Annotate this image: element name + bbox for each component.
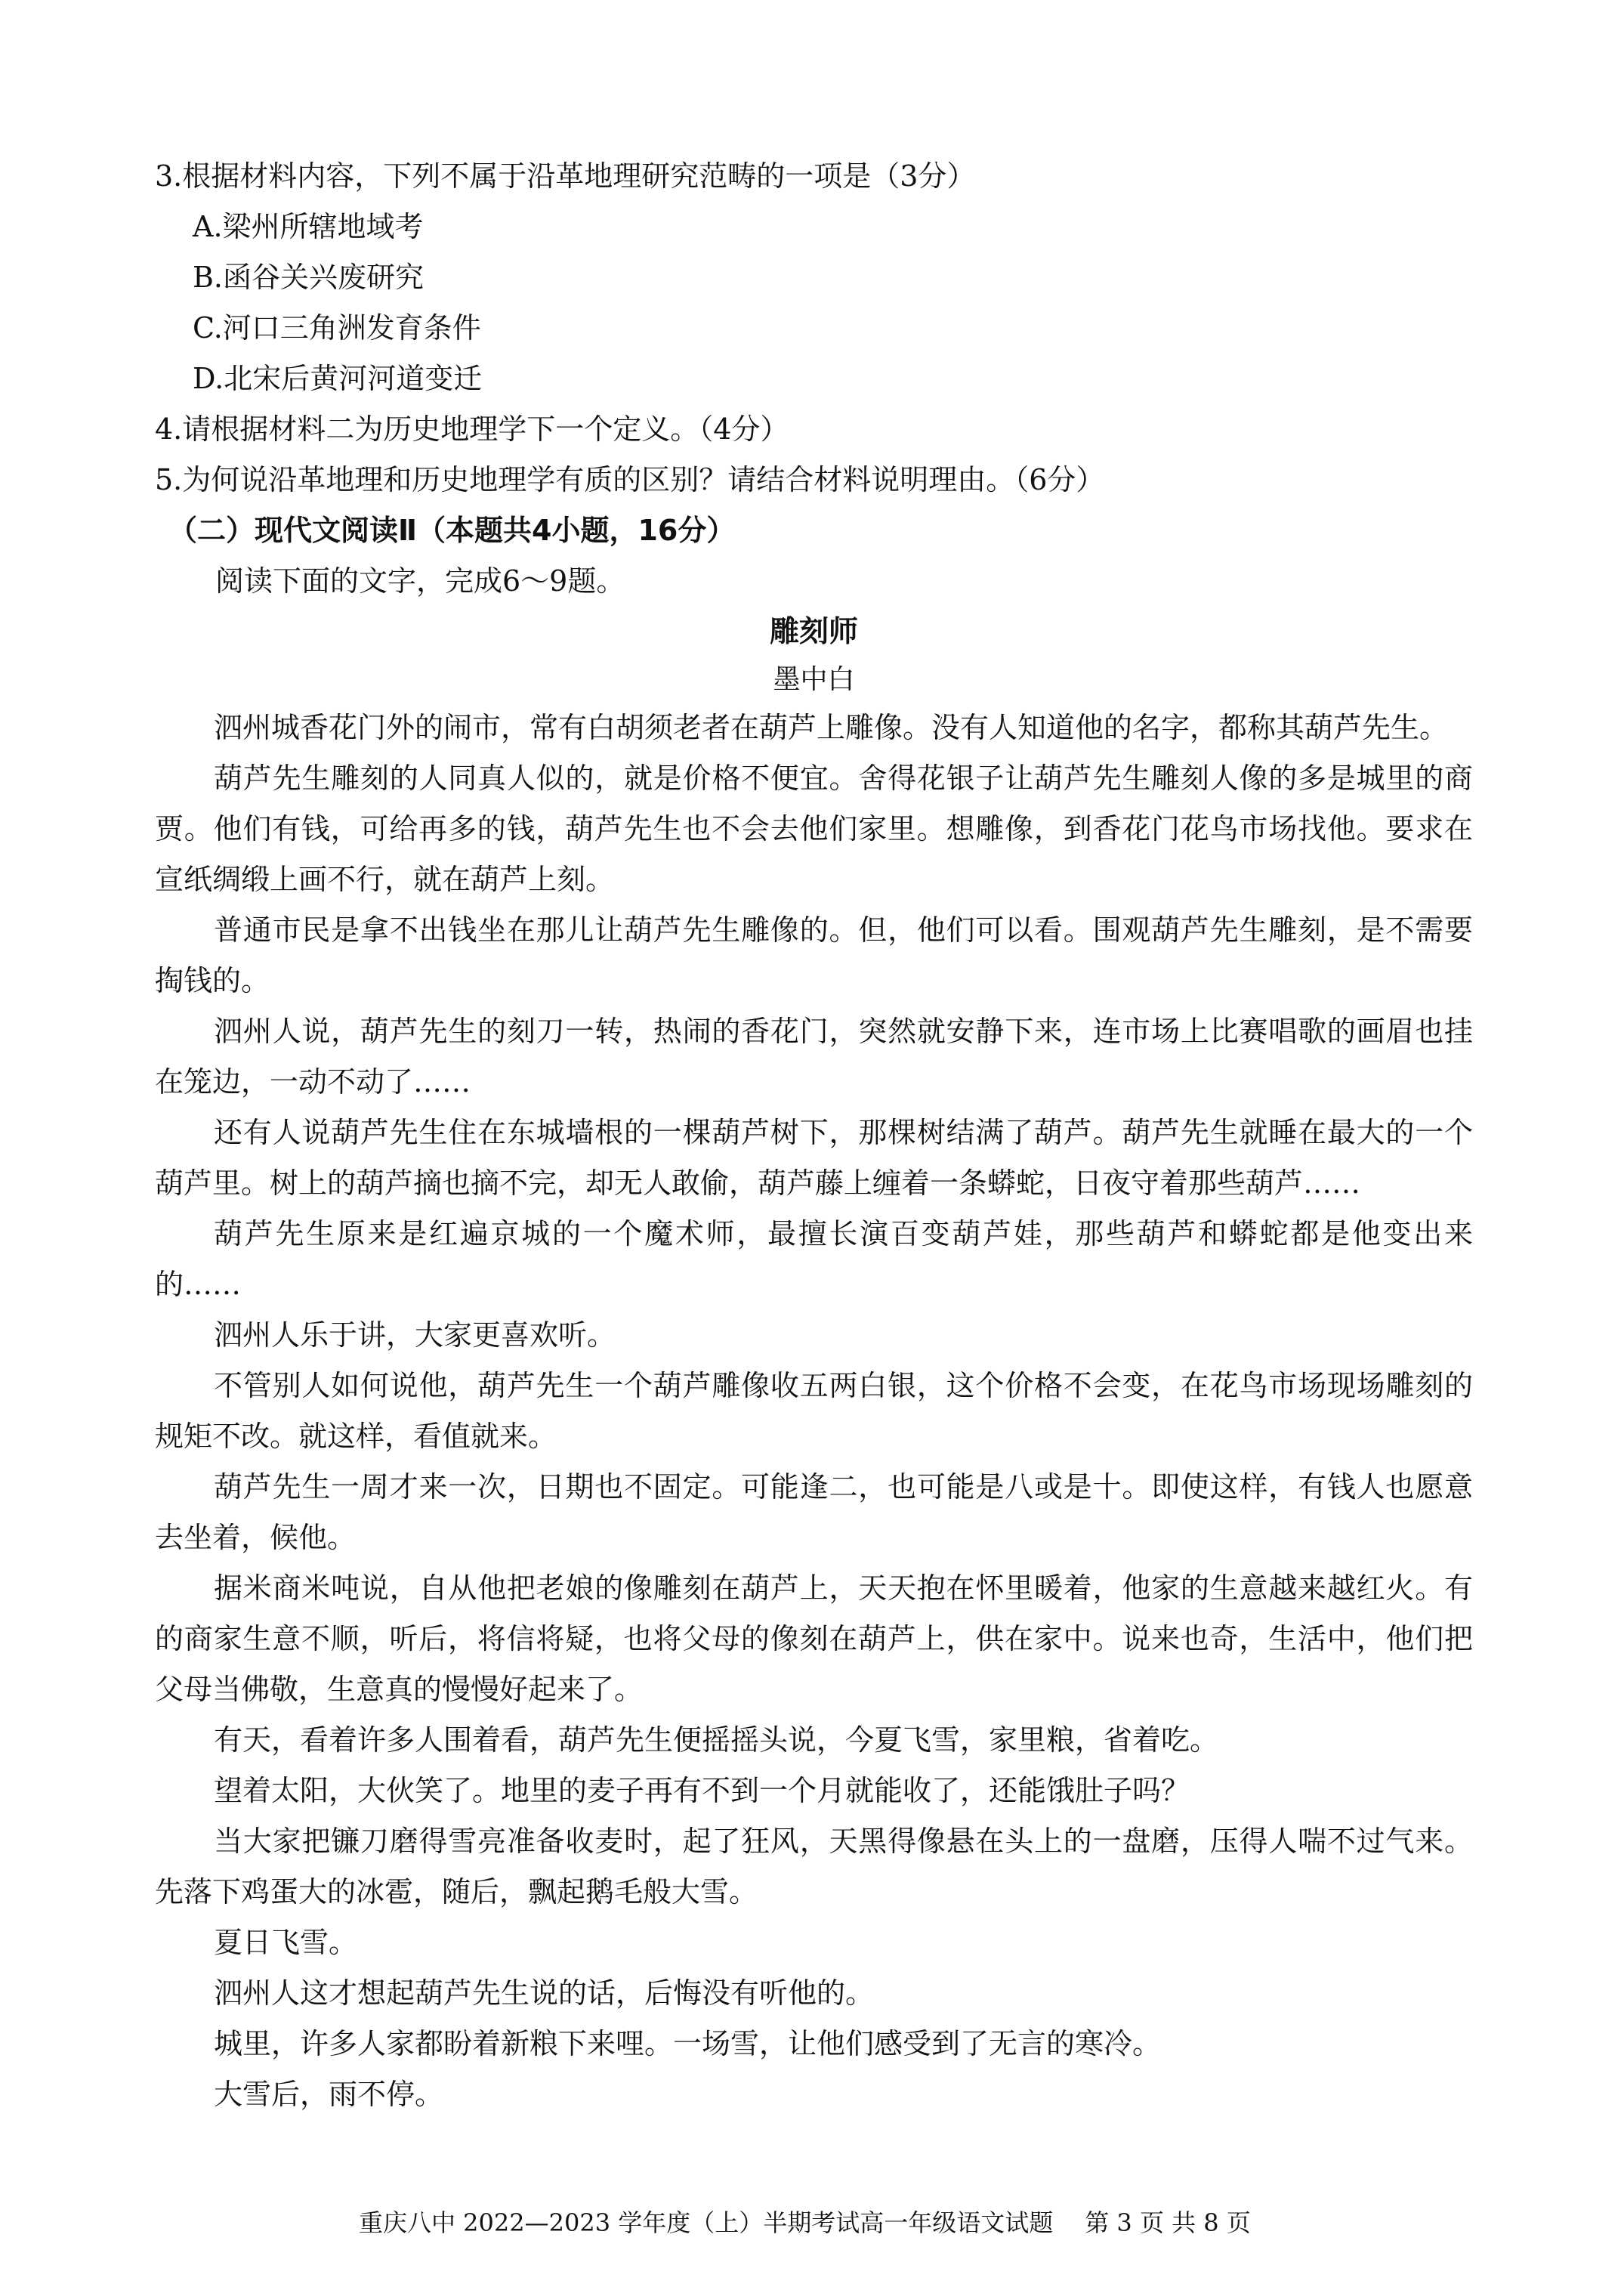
- article-paragraph: 普通市民是拿不出钱坐在那儿让葫芦先生雕像的。但，他们可以看。围观葫芦先生雕刻，是不需要掏钱的。: [155, 913, 1473, 997]
- question-3: 3.根据材料内容，下列不属于沿革地理研究范畴的一项是（3分）: [155, 159, 976, 193]
- article-paragraph: 泗州人说，葫芦先生的刻刀一转，热闹的香花门，突然就安静下来，连市场上比赛唱歌的画眉也挂在笼边，一动不动了……: [155, 1015, 1473, 1099]
- article-paragraph: 有天，看着许多人围着看，葫芦先生便摇摇头说，今夏飞雪，家里粮，省着吃。: [214, 1723, 1219, 1757]
- question-5: 5.为何说沿革地理和历史地理学有质的区别？请结合材料说明理由。（6分）: [155, 463, 1105, 496]
- option-b: B.函谷关兴废研究: [193, 261, 425, 294]
- section-heading: （二）现代文阅读Ⅱ（本题共4小题，16分）: [168, 514, 736, 547]
- article-author: 墨中白: [773, 664, 855, 695]
- option-d: D.北宋后黄河河道变迁: [193, 362, 483, 395]
- article-paragraph: 葫芦先生原来是红遍京城的一个魔术师，最擅长演百变葫芦娃，那些葫芦和蟒蛇都是他变出来的……: [155, 1217, 1473, 1301]
- article-paragraph: 不管别人如何说他，葫芦先生一个葫芦雕像收五两白银，这个价格不会变，在花鸟市场现场雕刻的规矩不改。就这样，看值就来。: [155, 1369, 1473, 1453]
- section-instruction: 阅读下面的文字，完成6～9题。: [215, 564, 625, 598]
- page-content: [155, 151, 1473, 2120]
- footer-page-number: 第 3 页 共 8 页: [1085, 2208, 1251, 2237]
- article-paragraph: 据米商米吨说，自从他把老娘的像雕刻在葫芦上，天天抱在怀里暖着，他家的生意越来越红火。有的商家生意不顺，听后，将信将疑，也将父母的像刻在葫芦上，供在家中。说来也奇，生活中，他们把父母当佛敬，生意真的慢慢好起来了。: [155, 1571, 1473, 1706]
- article-paragraph: 泗州人乐于讲，大家更喜欢听。: [214, 1318, 616, 1352]
- option-c: C.河口三角洲发育条件: [193, 311, 481, 345]
- article-paragraph: 夏日飞雪。: [214, 1926, 358, 1959]
- article-title: 雕刻师: [769, 615, 858, 649]
- question-4: 4.请根据材料二为历史地理学下一个定义。（4分）: [155, 413, 789, 446]
- option-a: A.梁州所辖地域考: [193, 210, 424, 243]
- article-paragraph: 当大家把镰刀磨得雪亮准备收麦时，起了狂风，天黑得像悬在头上的一盘磨，压得人喘不过气来。先落下鸡蛋大的冰雹，随后，飘起鹅毛般大雪。: [155, 1825, 1473, 1908]
- article-paragraph: 葫芦先生雕刻的人同真人似的，就是价格不便宜。舍得花银子让葫芦先生雕刻人像的多是城里的商贾。他们有钱，可给再多的钱，葫芦先生也不会去他们家里。想雕像，到香花门花鸟市场找他。要求在宣纸绸缎上画不行，就在葫芦上刻。: [155, 762, 1473, 896]
- article-paragraph: 大雪后，雨不停。: [214, 2078, 444, 2111]
- article-paragraph: 泗州城香花门外的闹市，常有白胡须老者在葫芦上雕像。没有人知道他的名字，都称其葫芦先生。: [214, 711, 1449, 744]
- article-paragraph: 城里，许多人家都盼着新粮下来哩。一场雪，让他们感受到了无言的寒冷。: [214, 2027, 1162, 2060]
- article-paragraph: 泗州人这才想起葫芦先生说的话，后悔没有听他的。: [214, 1976, 875, 2010]
- article-paragraph: 还有人说葫芦先生住在东城墙根的一棵葫芦树下，那棵树结满了葫芦。葫芦先生就睡在最大的一个葫芦里。树上的葫芦摘也摘不完，却无人敢偷，葫芦藤上缠着一条蟒蛇，日夜守着那些葫芦……: [155, 1116, 1473, 1200]
- article-paragraph: 葫芦先生一周才来一次，日期也不固定。可能逢二，也可能是八或是十。即使这样，有钱人也愿意去坐着，候他。: [155, 1470, 1473, 1554]
- article-paragraph: 望着太阳，大伙笑了。地里的麦子再有不到一个月就能收了，还能饿肚子吗？: [214, 1774, 1190, 1807]
- page-footer: [359, 2206, 1416, 2240]
- footer-exam-title: 重庆八中 2022—2023 学年度（上）半期考试高一年级语文试题: [359, 2208, 1054, 2237]
